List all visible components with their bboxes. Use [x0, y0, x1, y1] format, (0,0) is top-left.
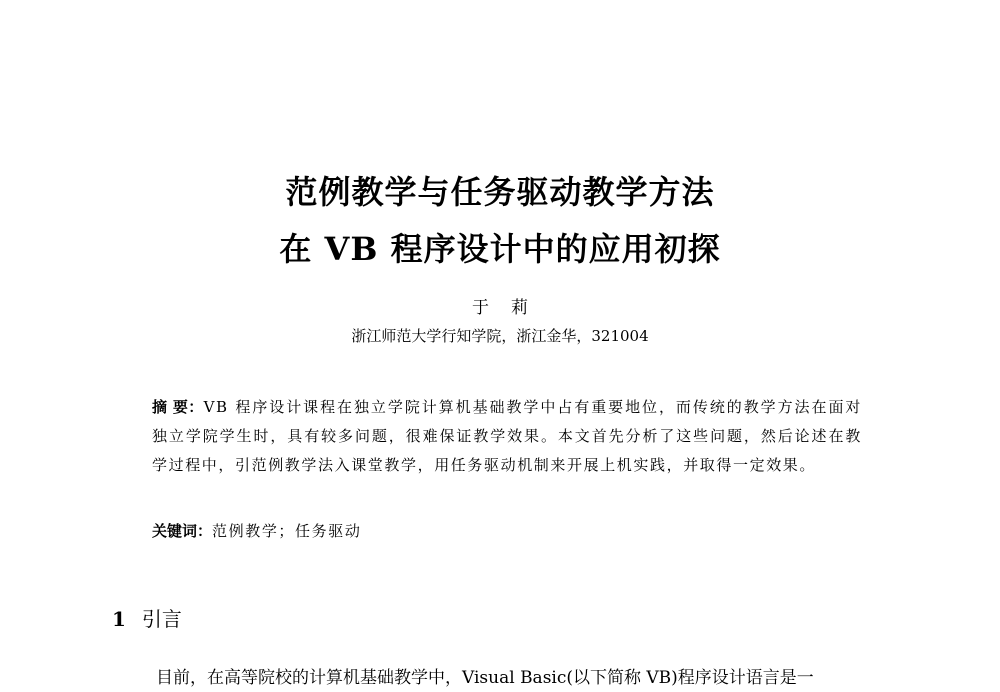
body-paragraph-first-line: 目前，在高等院校的计算机基础教学中，Visual Basic(以下简称 VB)程序设计语言是一: [156, 668, 814, 688]
section-number: 1: [112, 607, 126, 631]
author-affiliation: 浙江师范大学行知学院，浙江金华，321004: [351, 327, 649, 345]
paper-title-line-1: 范例教学与任务驱动教学方法: [285, 173, 715, 211]
section-title: 引言: [141, 607, 182, 631]
paper-title-line-2: 在 VB 程序设计中的应用初探: [279, 230, 721, 268]
keywords-label: 关键词：: [152, 522, 213, 540]
abstract-text: VB 程序设计课程在独立学院计算机基础教学中占有重要地位，而传统的教学方法在面对独立学院学生时，具有较多问题，很难保证教学效果。本文首先分析了这些问题，然后论述在教学过程中，引范例教学法入课堂教学，用任务驱动机制来开展上机实践，并取得一定效果。: [152, 398, 862, 474]
abstract: [152, 393, 862, 480]
keywords-text: 范例教学；任务驱动: [212, 522, 362, 540]
abstract-label: 摘 要：: [152, 398, 204, 416]
keywords: [152, 517, 862, 546]
section-heading: [112, 604, 182, 634]
author-name: 于莉: [472, 298, 550, 318]
